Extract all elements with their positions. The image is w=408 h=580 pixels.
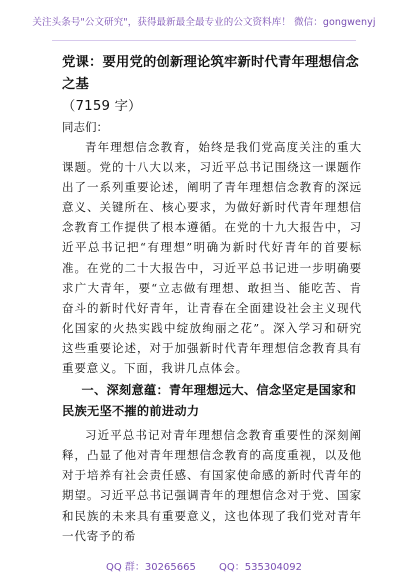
document-title xyxy=(62,52,362,118)
header-divider xyxy=(52,40,356,41)
footer-qq: QQ：535304092 xyxy=(219,562,303,573)
document-body xyxy=(62,52,362,546)
footer-qq-group: QQ 群：30265665 xyxy=(105,562,196,573)
section-heading: 一、深刻意蕴：青年理想远大、信念坚定是国家和民族无坚不摧的前进动力 xyxy=(62,383,357,419)
page-header xyxy=(0,0,408,44)
header-promo-text: 关注头条号"公文研究"，获得最新最全最专业的公文资料库！ 微信：gongwenyj xyxy=(32,17,376,28)
page-footer xyxy=(0,558,408,573)
section-paragraph: 习近平总书记对青年理想信念教育重要性的深刻阐释，凸显了他对青年理想信念教育的高度重视，以及他对于培养有社会责任感、有国家使命感的新时代青年的期望。习近平总书记强调青年的理想信念对于党、国家和民族的未来具有重要意义，这也体现了我们党对青年一代寄予的希 xyxy=(62,428,362,543)
salutation: 同志们： xyxy=(62,120,108,134)
intro-paragraph: 青年理想信念教育，始终是我们党高度关注的重大课题。党的十八大以来，习近平总书记围绕这一课题作出了一系列重要论述，阐明了青年理想信念教育的深远意义、关键所在、核心要求，为做好新时代青年理想信念教育工作提供了根本遵循。在党的十九大报告中，习近平总书记把“有理想”明确为新时代好青年的首要标准。在党的二十大报告中，习近平总书记进一步明确要求广大青年，要“立志做有理想、敢担当、能吃苦、肯奋斗的新时代好青年，让青春在全面建设社会主义现代化国家的火热实践中绽放绚丽之花”。深入学习和研究这些重要论述，对于加强新时代青年理想信念教育具有重要意义。下面，我讲几点体会。 xyxy=(62,140,362,376)
document-title-text: 党课：要用党的创新理论筑牢新时代青年理想信念之基 xyxy=(62,55,359,92)
word-count: （7159 字） xyxy=(62,99,142,114)
